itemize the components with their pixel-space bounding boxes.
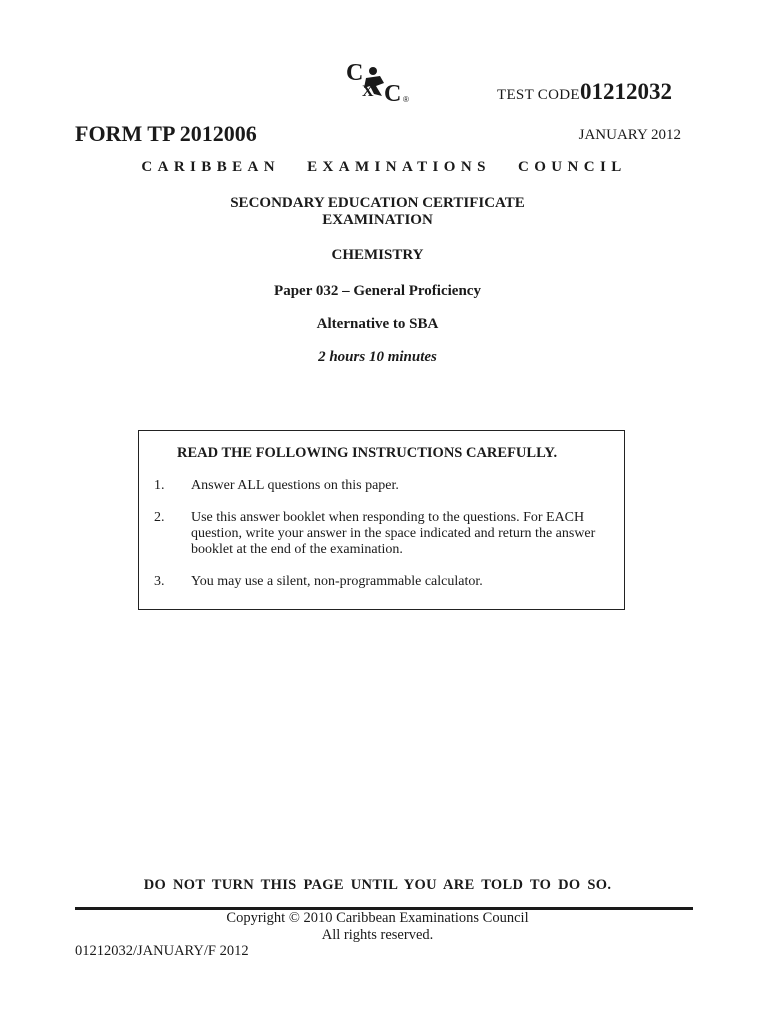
council-name: CARIBBEAN EXAMINATIONS COUNCIL	[141, 159, 627, 175]
registered-mark: ®	[403, 95, 409, 104]
alternative-label: Alternative to SBA	[316, 316, 439, 332]
exam-date: JANUARY 2012	[578, 127, 681, 143]
paper-title: Paper 032 – General Proficiency	[274, 283, 481, 299]
copyright-line2: All rights reserved.	[321, 927, 434, 943]
test-code-value: 01212032	[580, 79, 672, 104]
instructions-box	[138, 430, 625, 610]
instruction-text: Use this answer booklet when responding to the questions. For EACH question, write your answer in the space indicated and return the answer booklet at the end of the examination.	[191, 510, 596, 557]
document-code: 01212032/JANUARY/F 2012	[75, 943, 249, 959]
logo-letter-c1: C	[346, 60, 364, 86]
test-code-label: TEST CODE	[497, 87, 580, 103]
certificate-title-line1: SECONDARY EDUCATION CERTIFICATE	[230, 195, 525, 211]
instruction-number: 2.	[154, 510, 165, 525]
logo-letter-x: X	[362, 83, 374, 100]
form-number: FORM TP 2012006	[75, 121, 257, 146]
instruction-text: You may use a silent, non-programmable calculator.	[191, 574, 483, 589]
copyright-line1: Copyright © 2010 Caribbean Examinations Council	[226, 910, 529, 926]
instruction-number: 1.	[154, 478, 165, 493]
instruction-text: Answer ALL questions on this paper.	[191, 478, 399, 493]
copyright-notice	[0, 910, 755, 944]
instructions-heading: READ THE FOLLOWING INSTRUCTIONS CAREFULLY.	[177, 445, 558, 461]
instruction-number: 3.	[154, 574, 165, 589]
subject-title: CHEMISTRY	[331, 247, 424, 263]
certificate-title-line2: EXAMINATION	[322, 212, 433, 228]
exam-duration: 2 hours 10 minutes	[318, 349, 437, 365]
do-not-turn-warning: DO NOT TURN THIS PAGE UNTIL YOU ARE TOLD TO DO SO.	[143, 877, 612, 893]
logo-letter-c2: C	[384, 81, 402, 106]
logo-figure-head	[369, 67, 377, 75]
cxc-logo	[340, 56, 420, 106]
